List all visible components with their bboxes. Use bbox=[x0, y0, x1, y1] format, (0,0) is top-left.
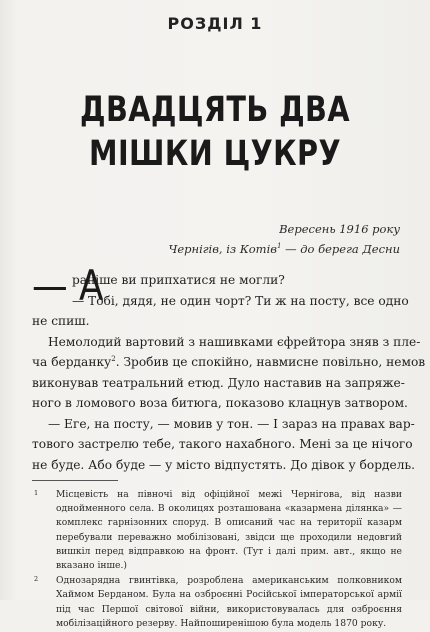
drop-cap: — А bbox=[32, 261, 104, 310]
footnotes bbox=[32, 488, 402, 632]
epigraph-place-rest: — до берега Десни bbox=[281, 242, 400, 256]
paragraph-3-line-2: тового застрелю тебе, такого нахабного. Мені за це нічого bbox=[32, 437, 413, 451]
footnote-2 bbox=[32, 574, 402, 631]
footnote-1-text: Місцевість на півночі від офіційної межі Чернігова, від назви однойменного села. В околицях розташована «казармена ділянка» — комплекс гарнізонних споруд. В описаний час на території казарм перебували переважно мобілізовані, звідси ще проходили недовгий вишкіл перед відправкою на фронт. (Тут і далі прим. авт., якщо не вказано інше.) bbox=[56, 489, 402, 572]
footnote-divider bbox=[32, 480, 118, 481]
paragraph-2-text-a: ча берданку bbox=[32, 355, 112, 369]
footnote-2-number: 2 bbox=[34, 575, 39, 584]
epigraph-place bbox=[100, 239, 400, 259]
paragraph-1-line-2: — Тобі, дядя, не один чорт? Ти ж на посту, все одно bbox=[72, 293, 409, 308]
footnote-ref-2[interactable]: 2 bbox=[111, 354, 116, 363]
chapter-label: РОЗДІЛ 1 bbox=[167, 14, 263, 33]
dialogue-line: раніше ви припхатися не могли? bbox=[72, 273, 285, 287]
chapter-title-line-2: МІШКИ ЦУКРУ bbox=[88, 134, 342, 174]
footnote-2-text: Однозарядна гвинтівка, розроблена американським полковником Хаймом Берданом. Була на озброєнні Російської імператорської армії під час Першої світової війни, використовувалась для озброєння мобілізаційного резерву. Найпоширенішою була модель 1870 року. bbox=[56, 575, 402, 629]
footnote-1 bbox=[32, 488, 402, 573]
paragraph-2-line-4: ного в ломового воза битюга, показово клацнув затвором. bbox=[32, 396, 408, 410]
epigraph-place-text: Чернігів, із Котів bbox=[168, 242, 277, 256]
paragraph-2-line-2 bbox=[32, 352, 426, 373]
body-text bbox=[32, 261, 426, 475]
paragraph-2-text-b: . Зробив це спокійно, навмисне повільно, немов bbox=[115, 355, 426, 369]
paragraph-3-line-1: — Еге, на посту, — мовив у тон. — І зараз на правах вар- bbox=[48, 416, 415, 431]
paragraph-1-line-3: не спиш. bbox=[32, 314, 90, 328]
chapter-title-line-1: ДВАДЦЯТЬ ДВА bbox=[80, 90, 350, 130]
footnote-1-number: 1 bbox=[34, 489, 39, 497]
footnote-ref-1[interactable]: 1 bbox=[276, 242, 282, 251]
epigraph-date: Вересень 1916 року bbox=[279, 222, 400, 236]
epigraph bbox=[100, 219, 400, 259]
paragraph-3-line-3: не буде. Або буде — у місто відпустять. До дівок у бордель. bbox=[32, 457, 415, 472]
chapter-title bbox=[39, 88, 392, 176]
paragraph-2-line-1: Немолодий вартовий з нашивками єфрейтора зняв з пле- bbox=[48, 334, 421, 349]
paragraph-2-line-3: виконував театральний етюд. Дуло наставив на запряже- bbox=[32, 375, 405, 390]
